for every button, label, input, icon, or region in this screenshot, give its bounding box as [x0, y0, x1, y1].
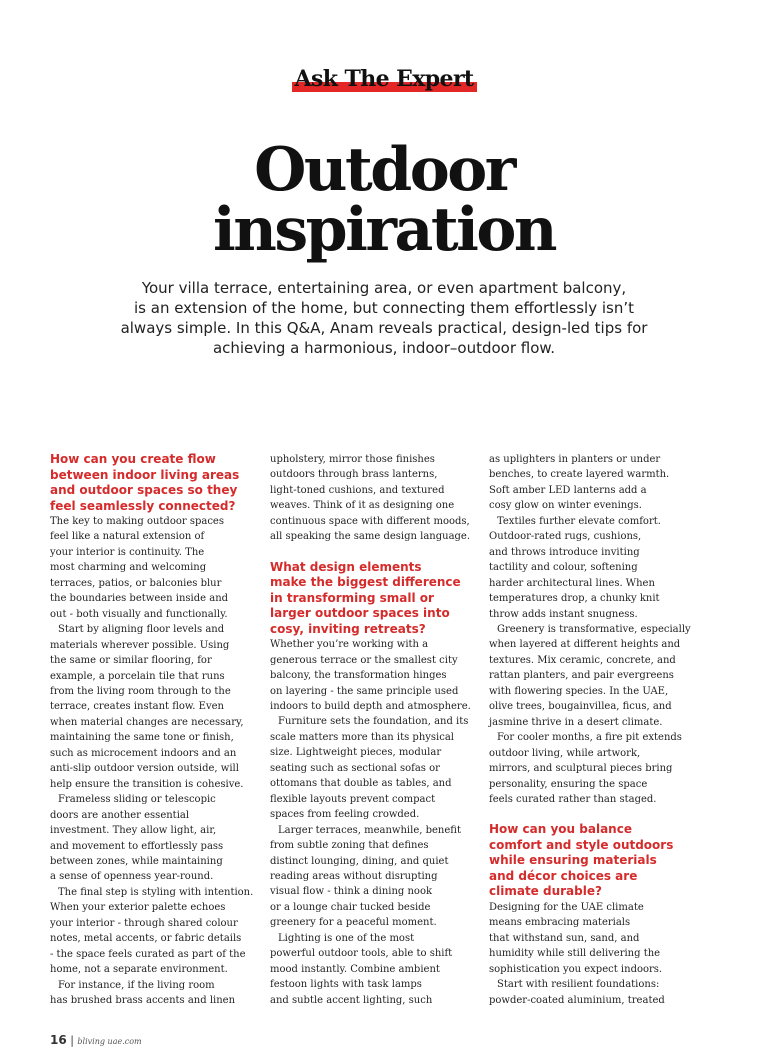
body-line: reading areas without disrupting [270, 871, 438, 883]
body-line: Larger terraces, meanwhile, benefit [278, 824, 461, 836]
article-column-3 [489, 452, 709, 1008]
body-line: your interior is continuity. The [50, 546, 205, 558]
body-line: tactility and colour, softening [489, 562, 638, 574]
body-line: mirrors, and sculptural pieces bring [489, 763, 673, 775]
body-line: ottomans that double as tables, and [270, 778, 452, 790]
body-line: light-toned cushions, and textured [270, 484, 445, 496]
article-column-2 [270, 452, 480, 1008]
body-line: distinct lounging, dining, and quiet [270, 855, 449, 867]
intro-standfirst [84, 278, 684, 358]
question-line: comfort and style outdoors [489, 837, 674, 852]
question-line: and décor choices are [489, 868, 638, 883]
body-line: as uplighters in planters or under [489, 454, 661, 465]
paragraph-gap [489, 807, 709, 822]
body-line: feels curated rather than staged. [489, 793, 657, 805]
section-kicker: Ask The Expert [292, 66, 477, 92]
page-footer [50, 1033, 142, 1047]
body-line: Textiles further elevate comfort. [497, 515, 661, 527]
body-line: harder architectural lines. When [489, 577, 655, 589]
body-line: notes, metal accents, or fabric details [50, 933, 242, 945]
body-line: For instance, if the living room [58, 979, 215, 991]
body-line: humidity while still delivering the [489, 948, 661, 960]
answer-body-1-continued [270, 452, 480, 545]
body-line: sophistication you expect indoors. [489, 963, 663, 975]
body-line: and throws introduce inviting [489, 546, 640, 558]
body-line: and subtle accent lighting, such [270, 994, 433, 1006]
body-line: powder-coated aluminium, treated [489, 994, 665, 1006]
page-number: 16 [50, 1033, 67, 1047]
body-line: terraces, patios, or balconies blur [50, 577, 222, 589]
answer-body-2-continued [489, 452, 709, 807]
body-line: weaves. Think of it as designing one [270, 500, 455, 512]
question-heading-1 [50, 452, 260, 514]
body-line: feel like a natural extension of [50, 531, 205, 543]
page-title [0, 135, 768, 265]
body-line: the boundaries between inside and [50, 593, 229, 605]
body-line: benches, to create layered warmth. [489, 469, 670, 481]
body-line: means embracing materials [489, 917, 631, 929]
body-line: upholstery, mirror those finishes [270, 454, 435, 465]
body-line: terrace, creates instant flow. Even [50, 701, 224, 713]
body-line: when material changes are necessary, [50, 716, 244, 728]
body-line: from the living room through to the [50, 685, 231, 697]
body-line: flexible layouts prevent compact [270, 793, 436, 805]
body-line: For cooler months, a fire pit extends [497, 732, 682, 744]
body-line: mood instantly. Combine ambient [270, 963, 440, 975]
question-line: What design elements [270, 559, 422, 574]
body-line: that withstand sun, sand, and [489, 932, 640, 944]
body-line: with flowering species. In the UAE, [489, 685, 669, 697]
paragraph-gap [270, 545, 480, 560]
body-line: jasmine thrive in a desert climate. [489, 716, 663, 728]
body-line: spaces from feeling crowded. [270, 809, 420, 821]
body-line: from subtle zoning that defines [270, 840, 429, 852]
body-line: when layered at different heights and [489, 639, 681, 651]
question-line: feel seamlessly connected? [50, 498, 236, 513]
body-line: The final step is styling with intention. [58, 886, 254, 898]
body-line: maintaining the same tone or finish, [50, 732, 234, 744]
question-line: and outdoor spaces so they [50, 483, 238, 497]
body-line: continuous space with different moods, [270, 515, 470, 527]
body-line: example, a porcelain tile that runs [50, 670, 225, 682]
body-line: a sense of openness year-round. [50, 871, 214, 883]
answer-body-3 [489, 900, 709, 1008]
body-line: investment. They allow light, air, [50, 825, 217, 837]
body-line: your interior - through shared colour [50, 917, 238, 929]
body-line: throw adds instant snugness. [489, 608, 638, 620]
answer-body-1 [50, 514, 260, 1009]
body-line: Furniture sets the foundation, and its [278, 716, 469, 728]
body-line: Designing for the UAE climate [489, 901, 644, 913]
body-line: Whether you’re working with a [270, 639, 429, 651]
body-line: visual flow - think a dining nook [270, 886, 433, 898]
body-line: rattan planters, and pair evergreens [489, 670, 674, 682]
body-line: or a lounge chair tucked beside [270, 901, 431, 913]
body-line: - the space feels curated as part of the [50, 948, 246, 960]
body-line: home, not a separate environment. [50, 964, 228, 976]
question-line: cosy, inviting retreats? [270, 621, 426, 636]
footer-separator: | [70, 1034, 74, 1047]
body-line: doors are another essential [50, 809, 190, 821]
body-line: most charming and welcoming [50, 562, 207, 574]
body-line: size. Lightweight pieces, modular [270, 747, 442, 759]
body-line: Lighting is one of the most [278, 932, 415, 944]
article-column-1 [50, 452, 260, 1009]
question-line: while ensuring materials [489, 853, 657, 868]
body-line: and movement to effortlessly pass [50, 840, 224, 852]
body-line: such as microcement indoors and an [50, 747, 237, 759]
body-line: between zones, while maintaining [50, 855, 223, 867]
question-line: in transforming small or [270, 590, 434, 605]
footer-site: bliving uae.com [77, 1037, 142, 1046]
question-line: between indoor living areas [50, 467, 240, 482]
body-line: greenery for a peaceful moment. [270, 917, 437, 929]
intro-line: is an extension of the home, but connecting them effortlessly isn’t [134, 299, 634, 317]
intro-line: Your villa terrace, entertaining area, or even apartment balcony, [141, 279, 627, 297]
question-line: make the biggest difference [270, 575, 461, 590]
body-line: Start by aligning floor levels and [58, 624, 225, 636]
intro-line: achieving a harmonious, indoor–outdoor flow. [212, 339, 556, 357]
question-line: larger outdoor spaces into [270, 606, 450, 621]
body-line: outdoor living, while artwork, [489, 747, 641, 759]
body-line: the same or similar flooring, for [50, 655, 212, 667]
body-line: has brushed brass accents and linen [50, 995, 236, 1007]
body-line: indoors to build depth and atmosphere. [270, 701, 471, 713]
body-line: The key to making outdoor spaces [50, 516, 224, 527]
body-line: out - both visually and functionally. [50, 608, 228, 620]
body-line: personality, ensuring the space [489, 778, 648, 790]
question-heading-3 [489, 822, 709, 900]
title-line-1: Outdoor [254, 135, 514, 205]
body-line: balcony, the transformation hinges [270, 670, 447, 682]
body-line: anti-slip outdoor version outside, will [50, 763, 239, 775]
question-line: How can you balance [489, 822, 632, 837]
body-line: Greenery is transformative, especially [497, 623, 691, 635]
body-line: Start with resilient foundations: [497, 979, 660, 991]
body-line: Outdoor-rated rugs, cushions, [489, 531, 642, 543]
question-line: climate durable? [489, 884, 602, 899]
kicker-wrap [0, 66, 768, 92]
question-line: How can you create flow [50, 452, 216, 466]
body-line: temperatures drop, a chunky knit [489, 593, 660, 605]
body-line: all speaking the same design language. [270, 531, 471, 543]
body-line: Soft amber LED lanterns add a [489, 484, 647, 496]
question-heading-2 [270, 560, 480, 638]
intro-line: always simple. In this Q&A, Anam reveals practical, design-led tips for [120, 319, 648, 337]
body-line: on layering - the same principle used [270, 685, 459, 697]
body-line: powerful outdoor tools, able to shift [270, 948, 453, 960]
body-line: When your exterior palette echoes [50, 902, 226, 914]
body-line: festoon lights with task lamps [270, 979, 422, 991]
body-line: scale matters more than its physical [270, 731, 455, 743]
body-line: cosy glow on winter evenings. [489, 500, 642, 512]
title-line-2: inspiration [212, 195, 556, 265]
body-line: seating such as sectional sofas or [270, 762, 440, 774]
body-line: Frameless sliding or telescopic [58, 794, 216, 806]
body-line: generous terrace or the smallest city [270, 654, 458, 666]
body-line: textures. Mix ceramic, concrete, and [489, 654, 676, 666]
body-line: outdoors through brass lanterns, [270, 469, 438, 481]
body-line: help ensure the transition is cohesive. [50, 778, 244, 790]
answer-body-2 [270, 637, 480, 1008]
body-line: materials wherever possible. Using [50, 639, 230, 651]
body-line: olive trees, bougainvillea, ficus, and [489, 701, 672, 713]
